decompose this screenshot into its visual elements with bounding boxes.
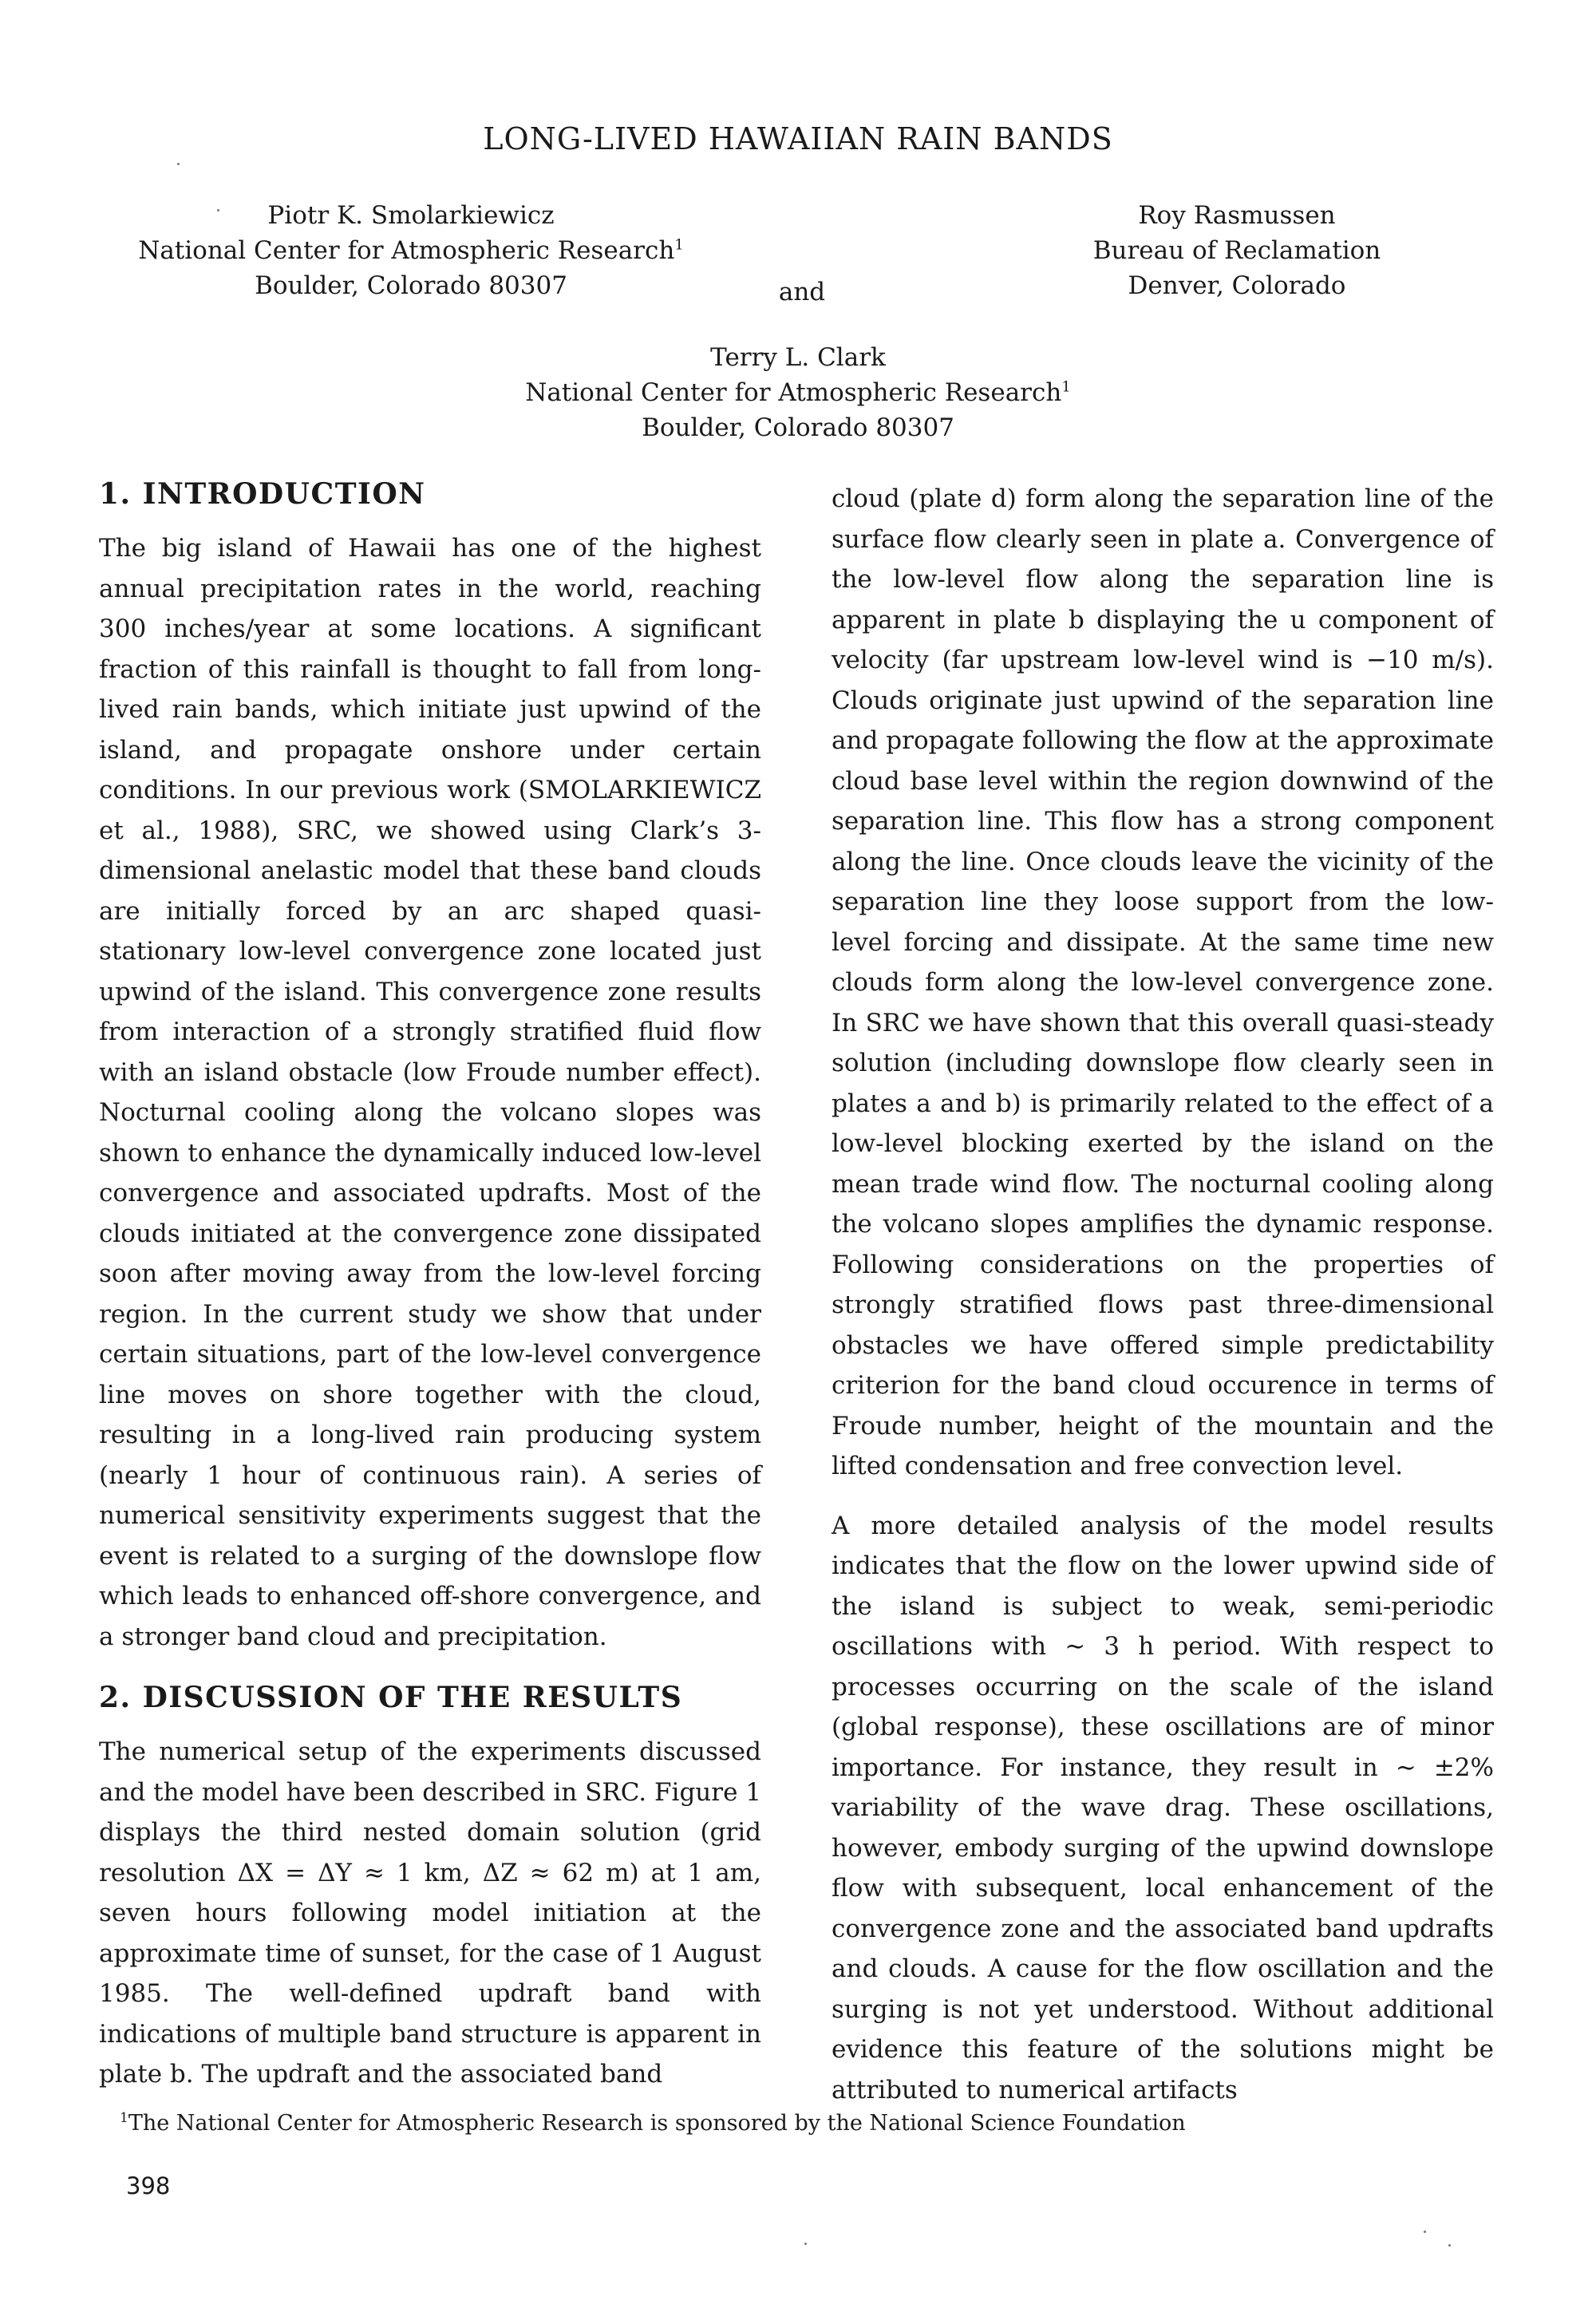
author-affiliation: National Center for Atmospheric Research$^1$ xyxy=(525,378,1071,407)
author-address: Boulder, Colorado 80307 xyxy=(642,413,954,442)
footnote-text: The National Center for Atmospheric Research is sponsored by the National Science Foundation xyxy=(128,2111,1186,2136)
section-heading-introduction: 1. INTRODUCTION xyxy=(99,477,426,511)
author-address: Denver, Colorado xyxy=(1128,271,1346,300)
author-affiliation: Bureau of Reclamation xyxy=(1092,236,1381,265)
intro-paragraph: The big island of Hawaii has one of the highest annual precipitation rates in the world, reaching 300 inches/year at some locations. A significant fraction of this rainfall is thought to fall from long-lived rain bands, which initiate just upwind of the island, and propagate onshore under certain conditions. In our previous work (SMOLARKIEWICZ et al., 1988), SRC, we showed using Clark’s 3-dimensional anelastic model that these band clouds are initially forced by an arc shaped quasi-stationary low-level convergence zone located just upwind of the island. This convergence zone results from interaction of a strongly stratified fluid flow with an island obstacle (low Froude number effect). Nocturnal cooling along the volcano slopes was shown to enhance the dynamically induced low-level convergence and associated updrafts. Most of the clouds initiated at the convergence zone dissipated soon after moving away from the low-level forcing region. In the current study we show that under certain situations, part of the low-level convergence line moves on shore together with the cloud, resulting in a long-lived rain producing system (nearly 1 hour of continuous rain). A series of numerical sensitivity experiments suggest that the event is related to a surging of the downslope flow which leads to enhanced off-shore convergence, and a stronger band cloud and precipitation. xyxy=(99,534,761,1651)
footnote-mark: 1 xyxy=(674,236,684,254)
right-column xyxy=(832,479,1494,2110)
author-block-right xyxy=(998,198,1476,303)
author-affiliation: National Center for Atmospheric Research$^1$ xyxy=(138,236,684,265)
discussion-paragraph-2: A more detailed analysis of the model results indicates that the flow on the lower upwind side of the island is subject to weak, semi-periodic oscillations with ∼ 3 h period. With respect to processes occurring on the scale of the island (global response), these oscillations are of minor importance. For instance, they result in ∼ ±2% variability of the wave drag. These oscillations, however, embody surging of the upwind downslope flow with subsequent, local enhancement of the convergence zone and the associated band updrafts and clouds. A cause for the flow oscillation and the surging is not yet understood. Without additional evidence this feature of the solutions might be attributed to numerical artifacts xyxy=(832,1511,1494,2104)
scan-speck xyxy=(177,163,180,165)
discussion-paragraph-1-continued: cloud (plate d) form along the separation line of the surface flow clearly seen in plate a. Convergence of the low-level flow along the separation line is apparent in plate b displaying the u component of velocity (far upstream low-level wind is −10 m/s). Clouds originate just upwind of the separation line and propagate following the flow at the approximate cloud base level within the region downwind of the separation line. This flow has a strong component along the line. Once clouds leave the vicinity of the separation line they loose support from the low-level forcing and dissipate. At the same time new clouds form along the low-level convergence zone. In SRC we have shown that this overall quasi-steady solution (including downslope flow clearly seen in plates a and b) is primarily related to the effect of a low-level blocking exerted by the island on the mean trade wind flow. The nocturnal cooling along the volcano slopes amplifies the dynamic response. Following considerations on the properties of strongly stratified flows past three-dimensional obstacles we have offered simple predictability criterion for the band cloud occurence in terms of Froude number, height of the mountain and the lifted condensation and free convection level. xyxy=(832,484,1494,1480)
scan-speck xyxy=(1448,2244,1451,2247)
scan-speck xyxy=(1424,2231,1426,2233)
author-name: Terry L. Clark xyxy=(710,343,886,372)
discussion-paragraph-1: The numerical setup of the experiments discussed and the model have been described in SRC. Figure 1 displays the third nested domain solution (grid resolution ΔX = ΔY ≈ 1 km, ΔZ ≈ 62 m) at 1 am, seven hours following model initiation at the approximate time of sunset, for the case of 1 August 1985. The well-defined updraft band with indications of multiple band structure is apparent in plate b. The updraft and the associated band xyxy=(99,1737,761,2089)
author-address: Boulder, Colorado 80307 xyxy=(255,271,567,300)
section-heading-discussion: 2. DISCUSSION OF THE RESULTS xyxy=(99,1681,683,1714)
footnote-mark: 1 xyxy=(1061,378,1071,396)
footnote-mark: 1 xyxy=(120,2110,128,2126)
scan-speck xyxy=(217,209,219,211)
paper-title: LONG-LIVED HAWAIIAN RAIN BANDS xyxy=(483,121,1113,156)
scan-speck xyxy=(804,2243,807,2245)
author-name: Piotr K. Smolarkiewicz xyxy=(267,201,555,230)
footnote xyxy=(120,2111,1186,2136)
author-name: Roy Rasmussen xyxy=(1138,201,1336,230)
left-column xyxy=(99,477,761,2095)
author-block-left xyxy=(120,198,702,303)
author-conjunction: and xyxy=(778,278,826,306)
author-block-center xyxy=(447,340,1149,445)
page-number: 398 xyxy=(126,2172,171,2199)
